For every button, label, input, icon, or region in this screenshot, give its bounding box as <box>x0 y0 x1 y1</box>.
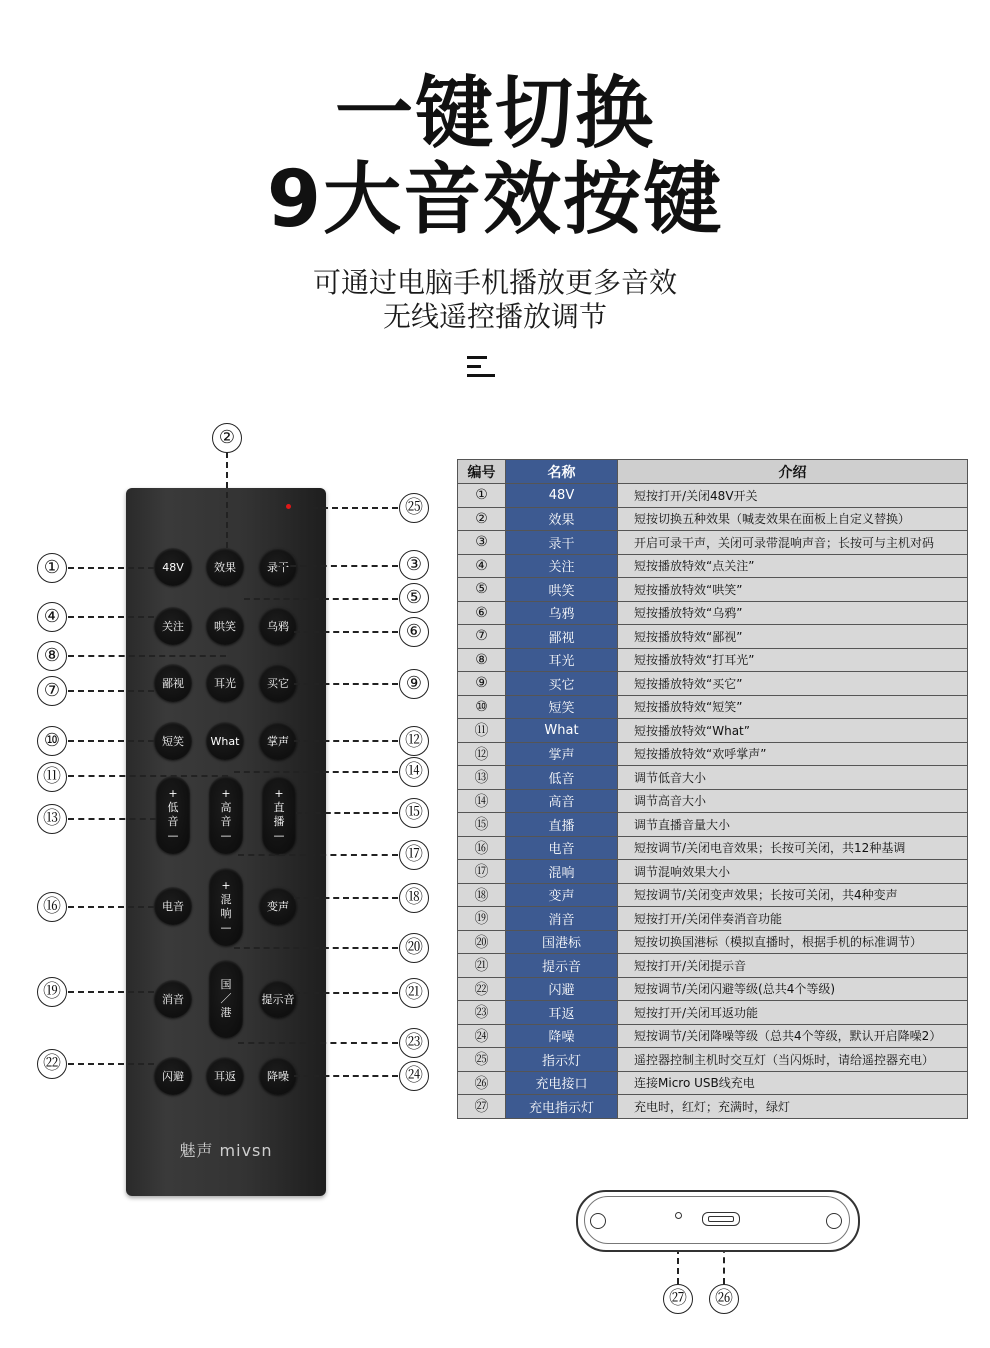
row-name: 闪避 <box>506 977 618 1001</box>
page-title-line2: 9大音效按键 <box>266 155 724 245</box>
row-name: 短笑 <box>506 695 618 719</box>
callout-line <box>238 1042 398 1044</box>
row-number: ㉑ <box>458 954 506 978</box>
callout-25: ㉕ <box>399 493 429 523</box>
row-number: ㉔ <box>458 1024 506 1048</box>
table-row <box>458 1024 968 1048</box>
row-description: 短按切换国港标（模拟直播时，根据手机的标准调节） <box>618 930 968 954</box>
btn-what[interactable]: What <box>206 722 244 760</box>
callout-18: ⑱ <box>399 883 429 913</box>
callout-line <box>244 598 398 600</box>
row-description: 短按播放特效“欢呼掌声” <box>618 742 968 766</box>
row-name: What <box>506 719 618 743</box>
callout-line <box>68 775 228 777</box>
callout-14: ⑭ <box>399 757 429 787</box>
row-number: ⑥ <box>458 601 506 625</box>
row-name: 充电指示灯 <box>506 1095 618 1119</box>
row-description: 短按调节/关闭电音效果；长按可关闭，共12种基调 <box>618 836 968 860</box>
row-number: ㉓ <box>458 1001 506 1025</box>
callout-line <box>312 507 398 509</box>
btn-follow[interactable]: 关注 <box>154 607 192 645</box>
table-row <box>458 531 968 555</box>
callout-line <box>238 854 398 856</box>
btn-voice-change[interactable]: 变声 <box>259 887 297 925</box>
btn-prompt-tone[interactable]: 提示音 <box>259 980 297 1018</box>
row-name: 乌鸦 <box>506 601 618 625</box>
subtitle-line1: 可通过电脑手机播放更多音效 <box>312 266 677 299</box>
table-row <box>458 1071 968 1095</box>
btn-crow[interactable]: 乌鸦 <box>259 607 297 645</box>
btn-slap[interactable]: 耳光 <box>206 664 244 702</box>
row-description: 短按切换五种效果（喊麦效果在面板上自定义替换） <box>618 507 968 531</box>
callout-4: ④ <box>37 602 67 632</box>
callout-3: ③ <box>399 550 429 580</box>
row-description: 短按播放特效“短笑” <box>618 695 968 719</box>
remote-control <box>126 488 326 1196</box>
btn-anthem-toggle[interactable]: 国 ／ 港 <box>209 960 243 1038</box>
row-description: 遥控器控制主机时交互灯（当闪烁时，请给遥控器充电） <box>618 1048 968 1072</box>
row-name: 哄笑 <box>506 578 618 602</box>
callout-1: ① <box>37 553 67 583</box>
callout-line <box>68 818 156 820</box>
row-number: ⑮ <box>458 813 506 837</box>
callout-6: ⑥ <box>399 617 429 647</box>
callout-line <box>68 740 154 742</box>
btn-bass-rocker[interactable]: + 低 音 — <box>156 776 190 854</box>
table-row <box>458 836 968 860</box>
row-number: ② <box>458 507 506 531</box>
row-number: ㉕ <box>458 1048 506 1072</box>
row-number: ㉖ <box>458 1071 506 1095</box>
row-name: 关注 <box>506 554 618 578</box>
callout-22: ㉒ <box>37 1049 67 1079</box>
callout-line <box>294 740 398 742</box>
row-number: ⑭ <box>458 789 506 813</box>
row-description: 短按打开/关闭48V开关 <box>618 484 968 508</box>
row-number: ⑪ <box>458 719 506 743</box>
callout-2: ② <box>212 423 242 453</box>
callout-26: ㉖ <box>709 1284 739 1314</box>
callout-line <box>296 812 398 814</box>
row-number: ⑨ <box>458 672 506 696</box>
table-row <box>458 554 968 578</box>
table-row <box>458 578 968 602</box>
callout-line <box>280 565 398 567</box>
callout-27: ㉗ <box>663 1284 693 1314</box>
callout-23: ㉓ <box>399 1028 429 1058</box>
callout-10: ⑩ <box>37 726 67 756</box>
indicator-led <box>286 504 291 509</box>
row-description: 调节混响效果大小 <box>618 860 968 884</box>
brand-logo: 魅声 mivsn <box>179 1141 273 1160</box>
btn-despise[interactable]: 鄙视 <box>154 664 192 702</box>
row-name: 48V <box>506 484 618 508</box>
btn-record-dry[interactable]: 录干 <box>259 548 297 586</box>
row-description: 短按播放特效“鄙视” <box>618 625 968 649</box>
callout-line <box>294 631 398 633</box>
row-description: 短按打开/关闭耳返功能 <box>618 1001 968 1025</box>
btn-electro[interactable]: 电音 <box>154 887 192 925</box>
btn-treble-rocker[interactable]: + 高 音 — <box>209 776 243 854</box>
row-description: 短按调节/关闭闪避等级(总共4个等级) <box>618 977 968 1001</box>
callout-line <box>294 992 398 994</box>
row-name: 高音 <box>506 789 618 813</box>
row-description: 短按播放特效“打耳光” <box>618 648 968 672</box>
table-header-row <box>458 460 968 484</box>
row-number: ⑤ <box>458 578 506 602</box>
row-name: 降噪 <box>506 1024 618 1048</box>
row-name: 充电接口 <box>506 1071 618 1095</box>
row-name: 耳返 <box>506 1001 618 1025</box>
row-number: ⑳ <box>458 930 506 954</box>
callout-17: ⑰ <box>399 840 429 870</box>
table-row <box>458 907 968 931</box>
btn-dodge[interactable]: 闪避 <box>154 1057 192 1095</box>
row-name: 国港标 <box>506 930 618 954</box>
btn-short-laugh[interactable]: 短笑 <box>154 722 192 760</box>
row-description: 连接Micro USB线充电 <box>618 1071 968 1095</box>
btn-denoise[interactable]: 降噪 <box>259 1057 297 1095</box>
row-number: ⑧ <box>458 648 506 672</box>
callout-line <box>294 1075 398 1077</box>
row-name: 录干 <box>506 531 618 555</box>
table-row <box>458 672 968 696</box>
hamburger-icon <box>467 356 495 378</box>
row-name: 买它 <box>506 672 618 696</box>
row-number: ① <box>458 484 506 508</box>
callout-7: ⑦ <box>37 676 67 706</box>
row-number: ③ <box>458 531 506 555</box>
row-name: 变声 <box>506 883 618 907</box>
table-row <box>458 625 968 649</box>
table-row <box>458 977 968 1001</box>
row-description: 短按调节/关闭变声效果；长按可关闭，共4种变声 <box>618 883 968 907</box>
callout-line <box>68 1063 154 1065</box>
row-description: 充电时，红灯；充满时，绿灯 <box>618 1095 968 1119</box>
row-description: 调节直播音量大小 <box>618 813 968 837</box>
row-number: ⑬ <box>458 766 506 790</box>
row-name: 提示音 <box>506 954 618 978</box>
row-description: 短按打开/关闭伴奏消音功能 <box>618 907 968 931</box>
callout-11: ⑪ <box>37 762 67 792</box>
table-row <box>458 1095 968 1119</box>
row-number: ⑱ <box>458 883 506 907</box>
header-number: 编号 <box>458 460 506 484</box>
row-number: ⑫ <box>458 742 506 766</box>
table-row <box>458 742 968 766</box>
callout-12: ⑫ <box>399 726 429 756</box>
charge-indicator-led <box>675 1212 682 1219</box>
btn-reverb-rocker[interactable]: + 混 响 — <box>209 868 243 946</box>
micro-usb-port-inner <box>708 1216 734 1222</box>
callout-24: ㉔ <box>399 1061 429 1091</box>
callout-line <box>226 452 228 548</box>
btn-48v[interactable]: 48V <box>154 548 192 586</box>
table-row <box>458 860 968 884</box>
row-description: 短按播放特效“乌鸦” <box>618 601 968 625</box>
table-row <box>458 954 968 978</box>
row-name: 直播 <box>506 813 618 837</box>
row-description: 短按打开/关闭提示音 <box>618 954 968 978</box>
callout-line <box>68 906 154 908</box>
callout-line <box>68 991 154 993</box>
callout-line <box>294 897 398 899</box>
screw-hole-icon <box>826 1213 842 1229</box>
row-description: 短按播放特效“买它” <box>618 672 968 696</box>
table-row <box>458 484 968 508</box>
callout-line <box>234 771 398 773</box>
callout-21: ㉑ <box>399 978 429 1008</box>
callout-line <box>294 683 398 685</box>
btn-effect[interactable]: 效果 <box>206 548 244 586</box>
callout-15: ⑮ <box>399 798 429 828</box>
row-number: ⑰ <box>458 860 506 884</box>
row-number: ⑯ <box>458 836 506 860</box>
row-description: 短按调节/关闭降噪等级（总共4个等级，默认开启降噪2） <box>618 1024 968 1048</box>
callout-line <box>234 947 398 949</box>
callout-16: ⑯ <box>37 892 67 922</box>
row-name: 效果 <box>506 507 618 531</box>
btn-applause[interactable]: 掌声 <box>259 722 297 760</box>
row-name: 掌声 <box>506 742 618 766</box>
row-description: 短按播放特效“点关注” <box>618 554 968 578</box>
function-table <box>457 459 968 1119</box>
callout-line <box>68 690 154 692</box>
row-description: 短按播放特效“哄笑” <box>618 578 968 602</box>
row-name: 指示灯 <box>506 1048 618 1072</box>
callout-13: ⑬ <box>37 804 67 834</box>
table-row <box>458 930 968 954</box>
callout-5: ⑤ <box>399 583 429 613</box>
page-title-line1: 一键切换 <box>334 69 655 159</box>
row-number: ㉗ <box>458 1095 506 1119</box>
header-description: 介绍 <box>618 460 968 484</box>
table-row <box>458 1001 968 1025</box>
table-row <box>458 1048 968 1072</box>
row-name: 消音 <box>506 907 618 931</box>
row-number: ㉒ <box>458 977 506 1001</box>
table-row <box>458 789 968 813</box>
callout-19: ⑲ <box>37 977 67 1007</box>
row-name: 低音 <box>506 766 618 790</box>
callout-line <box>68 616 154 618</box>
table-row <box>458 883 968 907</box>
callout-line <box>68 655 226 657</box>
table-row <box>458 813 968 837</box>
callout-line <box>68 567 154 569</box>
callout-20: ⑳ <box>399 933 429 963</box>
row-number: ⑲ <box>458 907 506 931</box>
callout-8: ⑧ <box>37 641 67 671</box>
screw-hole-icon <box>590 1213 606 1229</box>
subtitle-line2: 无线遥控播放调节 <box>382 300 607 333</box>
row-name: 耳光 <box>506 648 618 672</box>
row-number: ⑩ <box>458 695 506 719</box>
row-number: ④ <box>458 554 506 578</box>
row-name: 电音 <box>506 836 618 860</box>
callout-9: ⑨ <box>399 669 429 699</box>
table-row <box>458 601 968 625</box>
table-row <box>458 648 968 672</box>
row-name: 鄙视 <box>506 625 618 649</box>
row-description: 调节低音大小 <box>618 766 968 790</box>
btn-monitor[interactable]: 耳返 <box>206 1057 244 1095</box>
row-name: 混响 <box>506 860 618 884</box>
table-row <box>458 766 968 790</box>
table-row <box>458 695 968 719</box>
btn-laugh[interactable]: 哄笑 <box>206 607 244 645</box>
table-row <box>458 507 968 531</box>
btn-buy-it[interactable]: 买它 <box>259 664 297 702</box>
row-number: ⑦ <box>458 625 506 649</box>
row-description: 短按播放特效“What” <box>618 719 968 743</box>
btn-live-rocker[interactable]: + 直 播 — <box>262 776 296 854</box>
row-description: 调节高音大小 <box>618 789 968 813</box>
table-row <box>458 719 968 743</box>
btn-mute[interactable]: 消音 <box>154 980 192 1018</box>
row-description: 开启可录干声，关闭可录带混响声音；长按可与主机对码 <box>618 531 968 555</box>
header-name: 名称 <box>506 460 618 484</box>
